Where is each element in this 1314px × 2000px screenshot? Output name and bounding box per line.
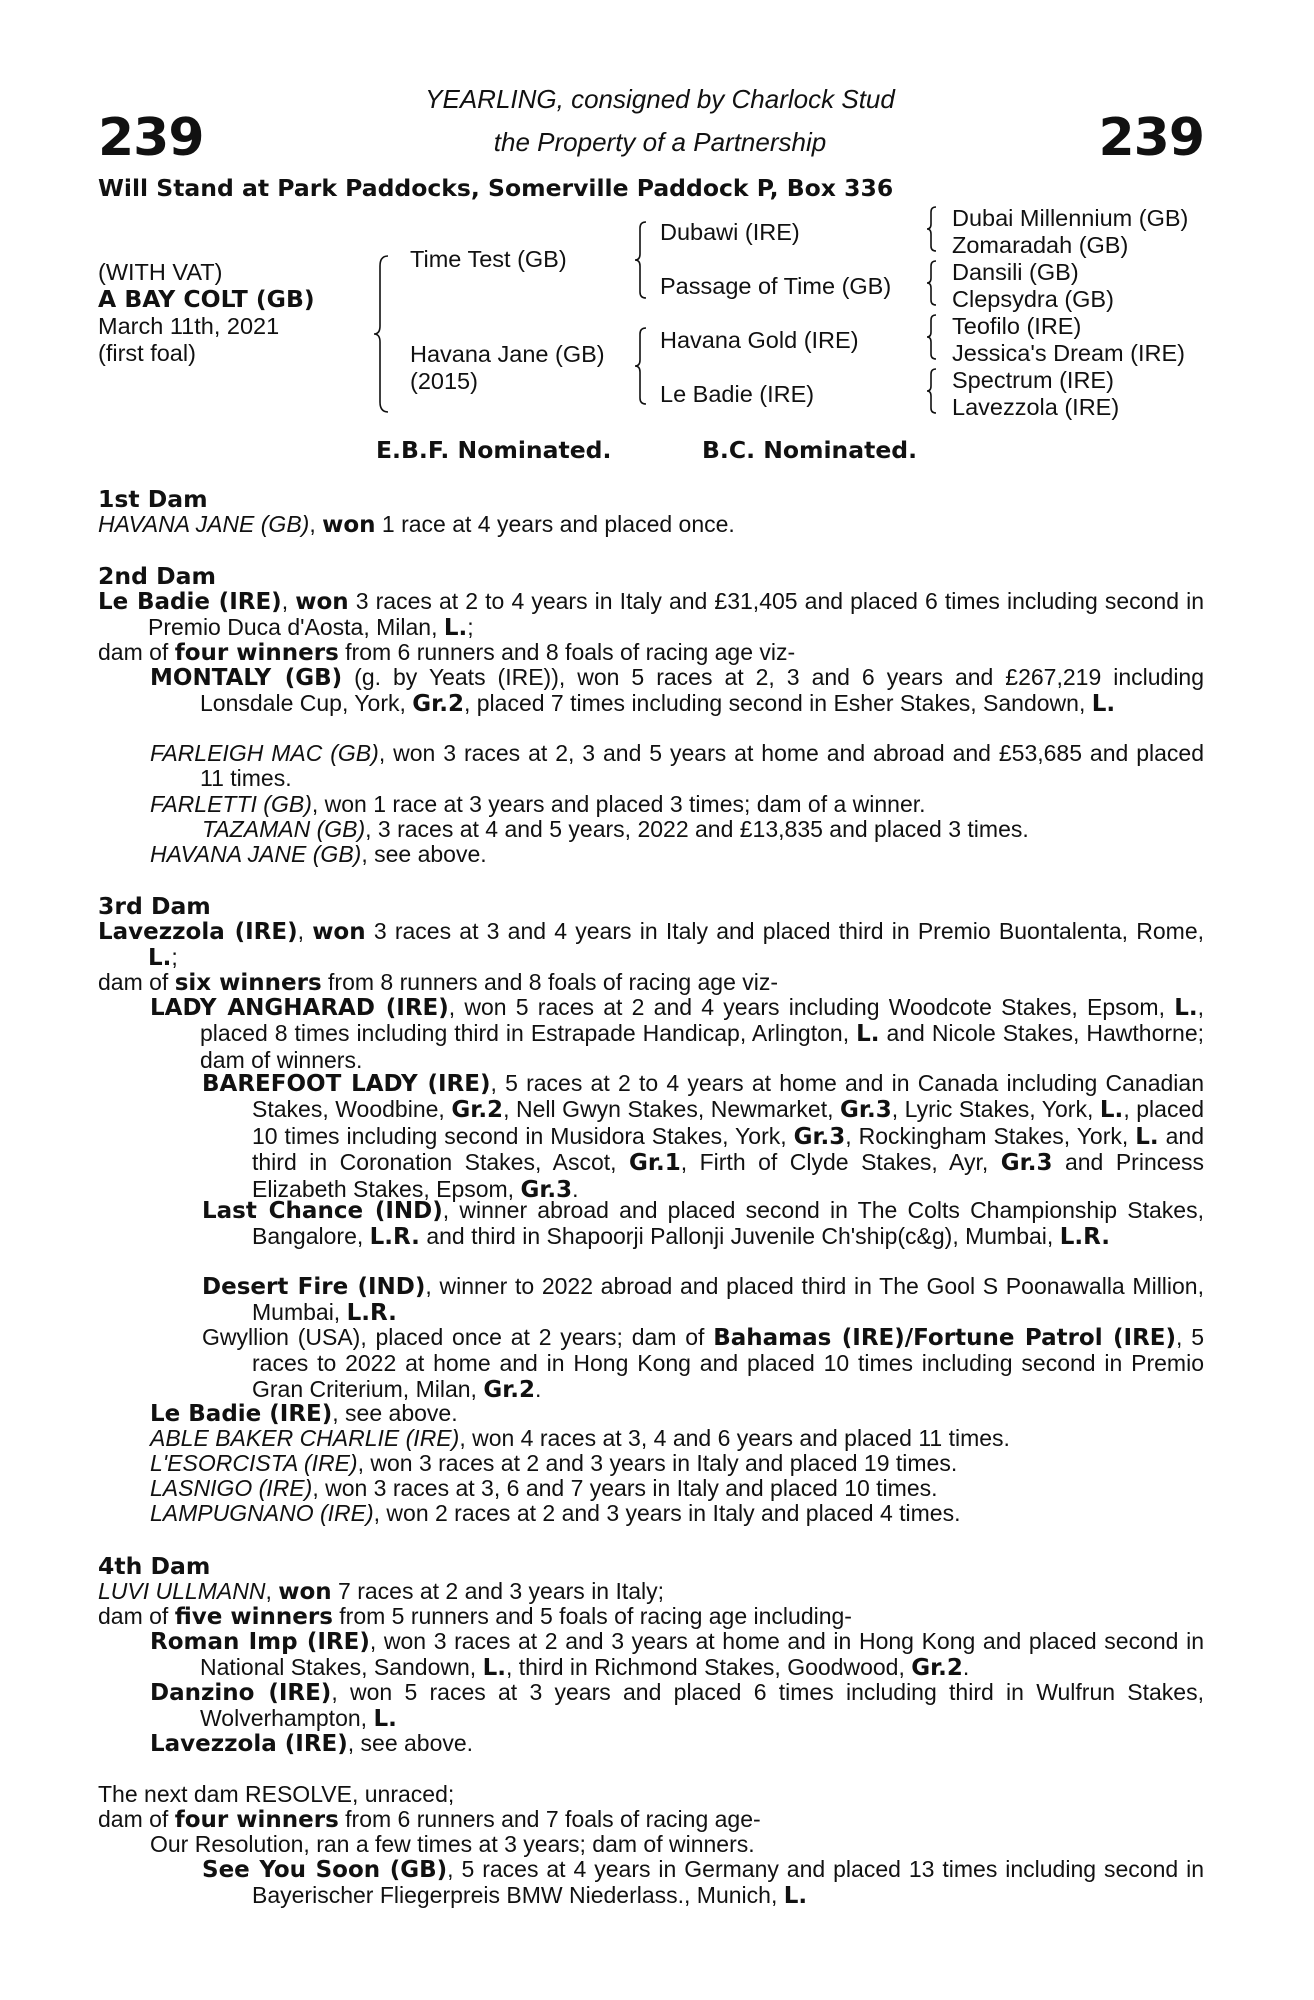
- progeny-lasnigo: LASNIGO (IRE), won 3 races at 3, 6 and 7 years in Italy and placed 10 times.: [150, 1475, 938, 1501]
- progeny-gwyllion: Gwyllion (USA), placed once at 2 years; dam of Bahamas (IRE)/Fortune Patrol (IRE), 5 races to 2022 at home and in Hong Kong and placed 10 times including second in Premio Gran Criterium, Milan, Gr.2.: [202, 1324, 1205, 1403]
- third-dam-dam-of: dam of six winners from 8 runners and 8 foals of racing age viz-: [98, 969, 779, 996]
- progeny-farletti: FARLETTI (GB), won 1 race at 3 years and placed 3 times; dam of a winner.: [150, 791, 926, 817]
- pedigree-brace-gen3-c: [926, 313, 938, 361]
- second-dam-entry: Le Badie (IRE), won 3 races at 2 to 4 years in Italy and £31,405 and placed 6 times including second in Premio Duca d'Aosta, Milan, L.;: [98, 588, 1205, 642]
- pedigree-brace-main: [372, 254, 392, 414]
- pedigree-gen3-7: Spectrum (IRE): [952, 367, 1114, 393]
- first-dam-heading: 1st Dam: [98, 485, 208, 513]
- progeny-farleigh-mac: FARLEIGH MAC (GB), won 3 races at 2, 3 and 5 years at home and abroad and £53,685 and placed 11 times.: [150, 740, 1204, 792]
- third-dam-name: Lavezzola (IRE): [98, 919, 298, 945]
- pedigree-dam-dam: Le Badie (IRE): [660, 381, 815, 407]
- pedigree-brace-sire: [634, 220, 648, 300]
- fourth-dam-heading: 4th Dam: [98, 1552, 211, 1580]
- pedigree-brace-gen3-b: [926, 259, 938, 307]
- consignment-line: YEARLING, consigned by Charlock Stud: [425, 84, 895, 114]
- second-dam-heading: 2nd Dam: [98, 562, 216, 590]
- pedigree-dam-year: (2015): [410, 368, 478, 394]
- progeny-lesorcista: L'ESORCISTA (IRE), won 3 races at 2 and 3 years in Italy and placed 19 times.: [150, 1450, 958, 1476]
- progeny-barefoot-lady: BAREFOOT LADY (IRE), 5 races at 2 to 4 years at home and in Canada including Canadian Stakes, Woodbine, Gr.2, Nell Gwyn Stakes, Newmarket, Gr.3, Lyric Stakes, York, L., placed 10 times including second in Musidora Stakes, York, Gr.3, Rockingham Stakes, York, L. and third in Coronation Stakes, Ascot, Gr.1, Firth of Clyde Stakes, Ayr, Gr.3 and Princess Elizabeth Stakes, Epsom, Gr.3.: [202, 1070, 1205, 1203]
- progeny-havana-jane: HAVANA JANE (GB), see above.: [150, 841, 487, 867]
- bc-nomination: B.C. Nominated.: [702, 436, 918, 464]
- next-dam-line: The next dam RESOLVE, unraced;: [98, 1781, 455, 1807]
- pedigree-gen3-1: Dubai Millennium (GB): [952, 205, 1189, 231]
- pedigree-gen3-6: Jessica's Dream (IRE): [952, 340, 1185, 366]
- progeny-roman-imp: Roman Imp (IRE), won 3 races at 2 and 3 years at home and in Hong Kong and placed second in National Stakes, Sandown, L., third in Richmond Stakes, Goodwood, Gr.2.: [150, 1628, 1204, 1682]
- pedigree-dam: Havana Jane (GB): [410, 341, 605, 367]
- pedigree-brace-gen3-d: [926, 367, 938, 415]
- pedigree-dam-sire: Havana Gold (IRE): [660, 327, 859, 353]
- next-dam-dam-of: dam of four winners from 6 runners and 7 foals of racing age-: [98, 1806, 761, 1833]
- pedigree-brace-dam: [634, 326, 648, 406]
- second-dam-name: Le Badie (IRE): [98, 589, 282, 615]
- fourth-dam-name: LUVI ULLMANN: [98, 1578, 266, 1604]
- pedigree-gen3-4: Clepsydra (GB): [952, 286, 1114, 312]
- second-dam-dam-of: dam of four winners from 6 runners and 8 foals of racing age viz-: [98, 639, 796, 666]
- pedigree-sire: Time Test (GB): [410, 246, 567, 272]
- pedigree-gen3-8: Lavezzola (IRE): [952, 394, 1120, 420]
- progeny-see-you-soon: See You Soon (GB), 5 races at 4 years in Germany and placed 13 times including second in Bayerischer Fliegerpreis BMW Niederlass., Munich, L.: [202, 1856, 1204, 1910]
- pedigree-gen3-5: Teofilo (IRE): [952, 313, 1082, 339]
- progeny-our-resolution: Our Resolution, ran a few times at 3 years; dam of winners.: [150, 1831, 755, 1857]
- pedigree-sire-sire: Dubawi (IRE): [660, 219, 800, 245]
- lot-number-left: 239: [98, 108, 204, 168]
- first-dam-name: HAVANA JANE (GB): [98, 511, 310, 537]
- vat-note: (WITH VAT): [98, 259, 223, 285]
- progeny-tazaman: TAZAMAN (GB), 3 races at 4 and 5 years, 2022 and £13,835 and placed 3 times.: [202, 816, 1029, 842]
- stand-location: Will Stand at Park Paddocks, Somerville Paddock P, Box 336: [98, 174, 894, 202]
- progeny-lady-angharad: LADY ANGHARAD (IRE), won 5 races at 2 and 4 years including Woodcote Stakes, Epsom, L., placed 8 times including third in Estrapade Handicap, Arlington, L. and Nicole Stakes, Hawthorne; dam of winners.: [150, 994, 1205, 1073]
- lot-number-right: 239: [1098, 108, 1204, 168]
- pedigree-gen3-2: Zomaradah (GB): [952, 232, 1129, 258]
- pedigree-brace-gen3-a: [926, 205, 938, 253]
- pedigree-gen3-3: Dansili (GB): [952, 259, 1079, 285]
- progeny-able-baker-charlie: ABLE BAKER CHARLIE (IRE), won 4 races at 3, 4 and 6 years and placed 11 times.: [150, 1425, 1010, 1451]
- progeny-lavezzola: Lavezzola (IRE), see above.: [150, 1730, 474, 1757]
- progeny-desert-fire: Desert Fire (IND), winner to 2022 abroad and placed third in The Gool S Poonawalla Million, Mumbai, L.R.: [202, 1273, 1204, 1327]
- first-dam-entry: HAVANA JANE (GB), won 1 race at 4 years and placed once.: [98, 511, 735, 538]
- horse-foal-note: (first foal): [98, 340, 196, 366]
- fourth-dam-dam-of: dam of five winners from 5 runners and 5 foals of racing age including-: [98, 1603, 852, 1630]
- pedigree-sire-dam: Passage of Time (GB): [660, 273, 892, 299]
- progeny-danzino: Danzino (IRE), won 5 races at 3 years and placed 6 times including third in Wulfrun Stakes, Wolverhampton, L.: [150, 1679, 1204, 1733]
- horse-name: A BAY COLT (GB): [98, 285, 315, 313]
- ebf-nomination: E.B.F. Nominated.: [376, 436, 612, 464]
- fourth-dam-entry: LUVI ULLMANN, won 7 races at 2 and 3 years in Italy;: [98, 1578, 665, 1605]
- progeny-montaly: MONTALY (GB) (g. by Yeats (IRE)), won 5 races at 2, 3 and 6 years and £267,219 including Lonsdale Cup, York, Gr.2, placed 7 times including second in Esher Stakes, Sandown, L.: [150, 664, 1205, 718]
- third-dam-heading: 3rd Dam: [98, 892, 211, 920]
- progeny-le-badie: Le Badie (IRE), see above.: [150, 1400, 458, 1427]
- progeny-lampugnano: LAMPUGNANO (IRE), won 2 races at 2 and 3 years in Italy and placed 4 times.: [150, 1500, 961, 1526]
- third-dam-entry: Lavezzola (IRE), won 3 races at 3 and 4 years in Italy and placed third in Premio Buontalenta, Rome, L.;: [98, 918, 1205, 972]
- progeny-last-chance: Last Chance (IND), winner abroad and placed second in The Colts Championship Stakes, Bangalore, L.R. and third in Shapoorji Pallonji Juvenile Ch'ship(c&g), Mumbai, L.R.: [202, 1197, 1204, 1251]
- horse-dob: March 11th, 2021: [98, 313, 280, 339]
- property-line: the Property of a Partnership: [493, 127, 827, 157]
